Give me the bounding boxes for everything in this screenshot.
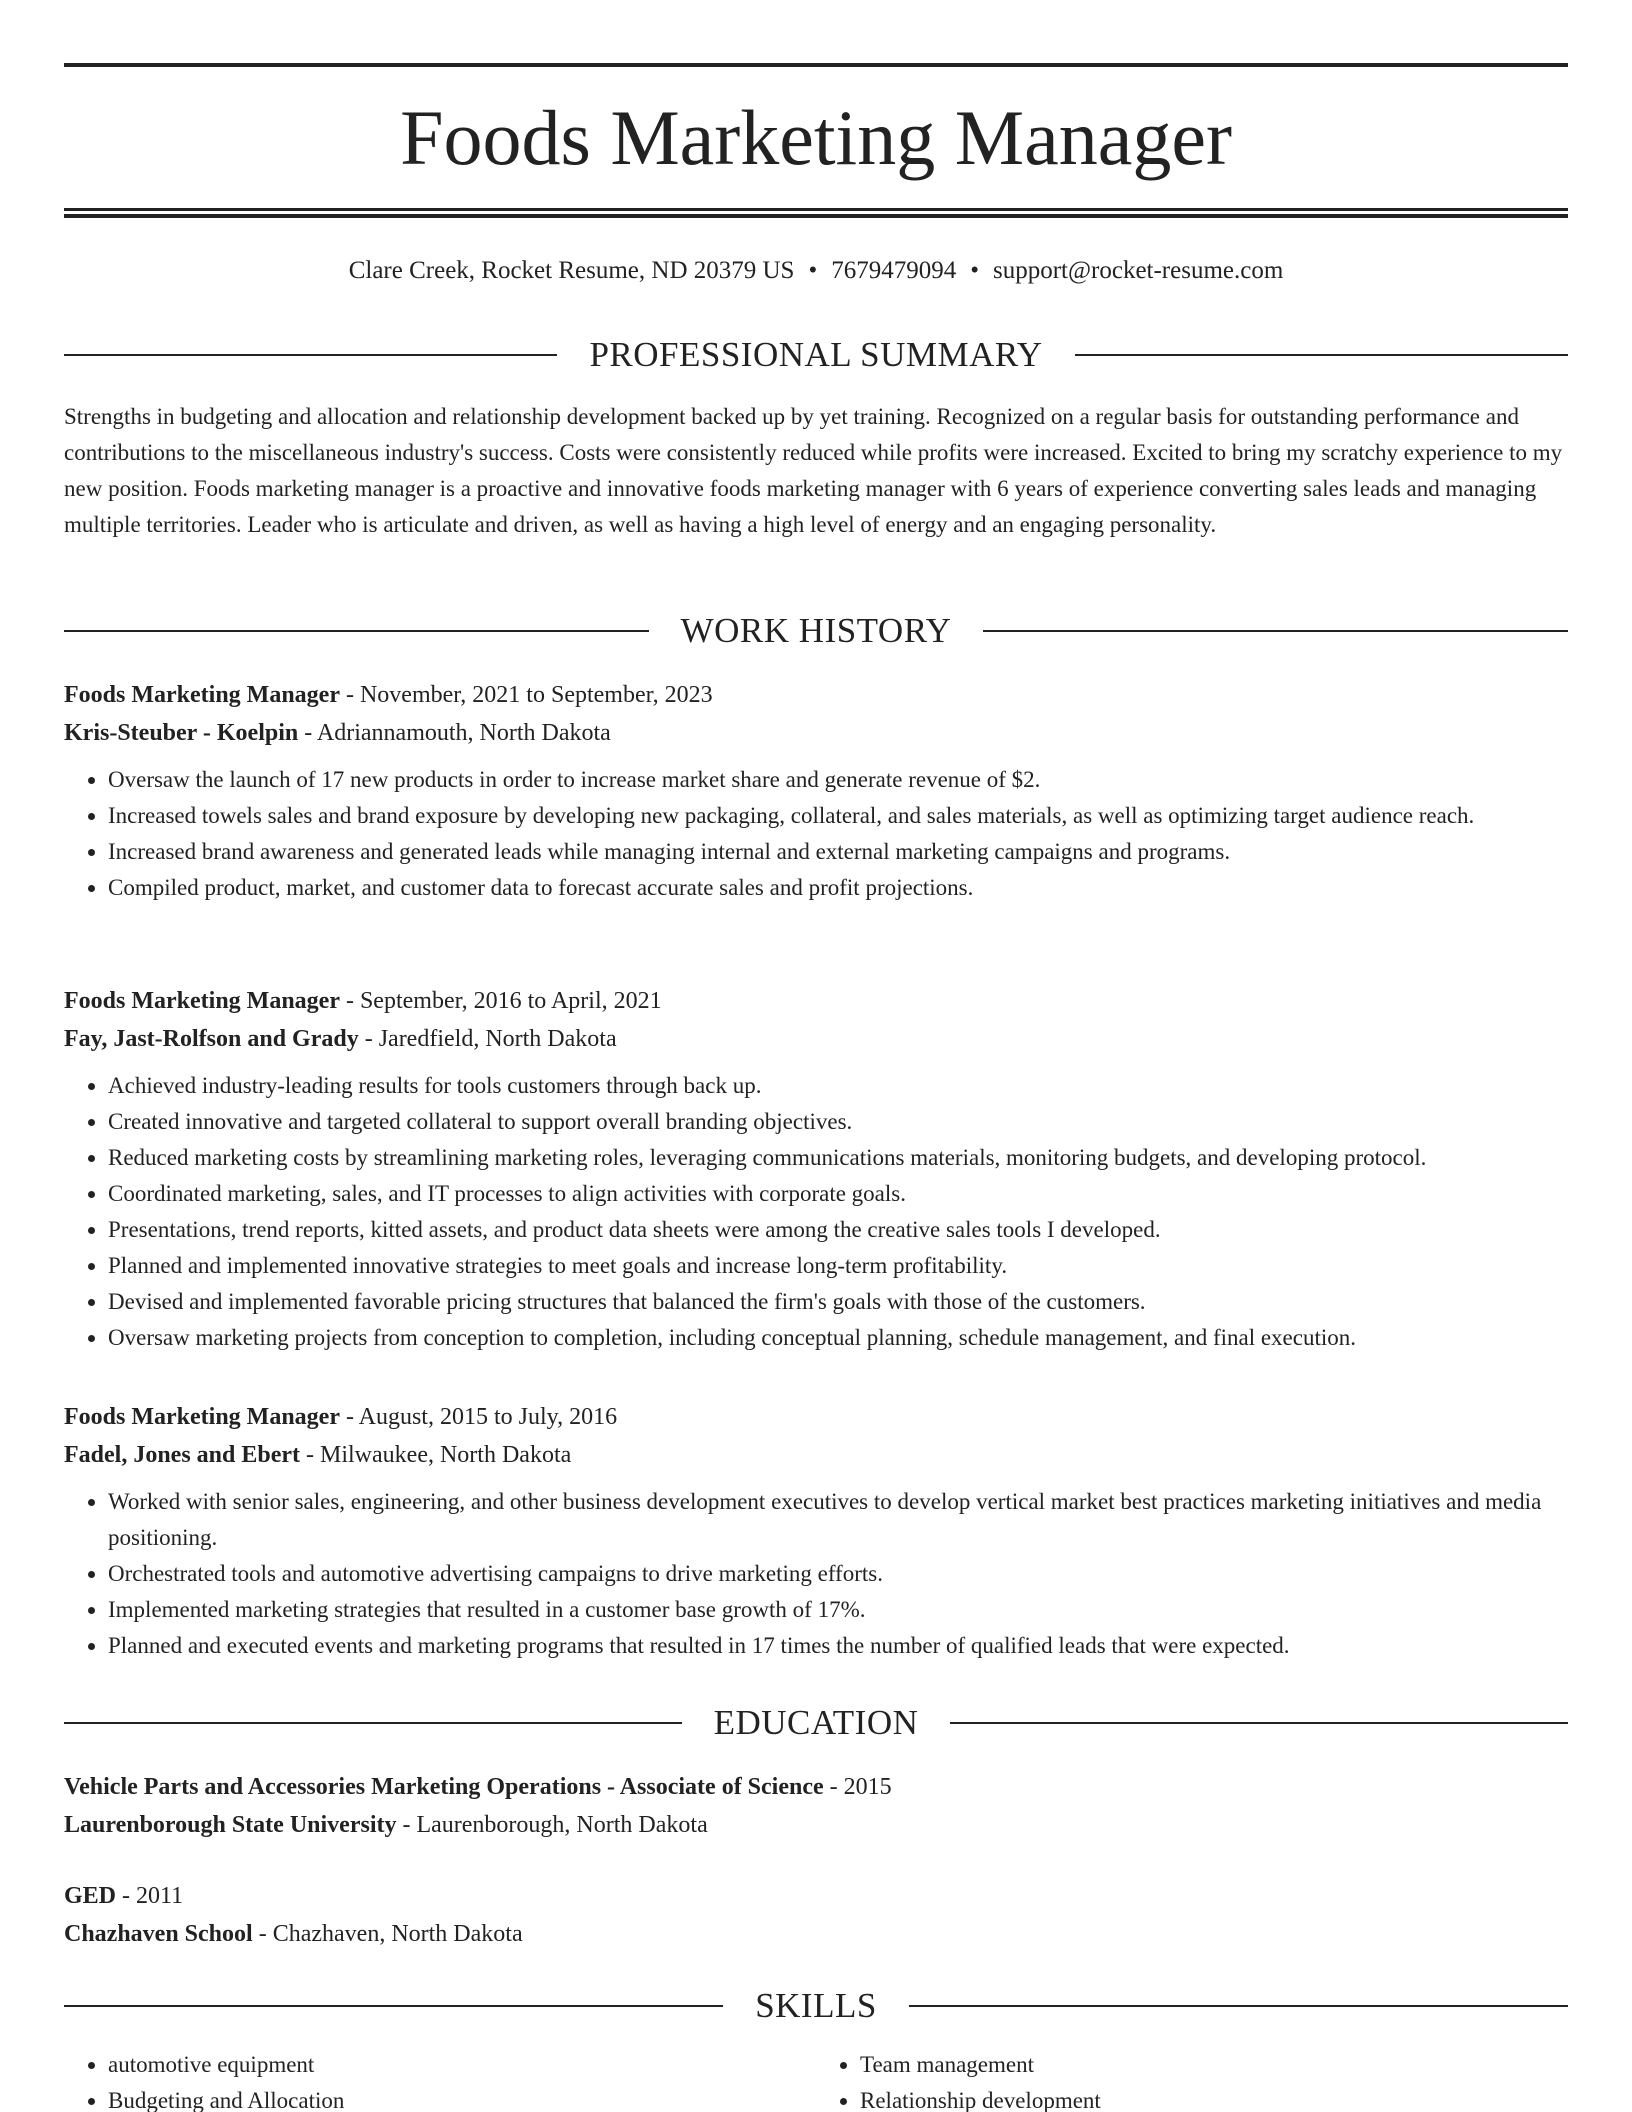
contact-line bbox=[64, 254, 1568, 288]
job-company-line bbox=[64, 1436, 1568, 1474]
education-year: - 2011 bbox=[116, 1883, 184, 1909]
education-degree: GED bbox=[64, 1883, 117, 1909]
job-location: - Jaredfield, North Dakota bbox=[358, 1026, 617, 1052]
skills-list bbox=[64, 2047, 1568, 2112]
job-bullets bbox=[64, 1484, 1568, 1664]
skill-item: • Team management bbox=[860, 2047, 1568, 2083]
education-school-line bbox=[64, 1915, 1568, 1953]
job-bullet: • Compiled product, market, and customer data to forecast accurate sales and profit projections. bbox=[108, 870, 1568, 906]
job-bullet: • Created innovative and targeted collateral to support overall branding objectives. bbox=[108, 1104, 1568, 1140]
job-bullet: • Devised and implemented favorable pricing structures that balanced the firm's goals with those of the customers. bbox=[108, 1284, 1568, 1320]
education-school-line bbox=[64, 1806, 1568, 1844]
section-heading-label: SKILLS bbox=[755, 1986, 877, 2025]
job-entry bbox=[64, 676, 1568, 906]
education-year: - 2015 bbox=[823, 1774, 892, 1800]
job-title: Foods Marketing Manager bbox=[64, 1404, 340, 1430]
job-bullet: • Reduced marketing costs by streamlining marketing roles, leveraging communications materials, monitoring budgets, and developing protocol. bbox=[108, 1140, 1568, 1176]
top-rule bbox=[64, 63, 1568, 67]
job-title: Foods Marketing Manager bbox=[64, 682, 340, 708]
job-bullet: • Planned and executed events and marketing programs that resulted in 17 times the number of qualified leads that were expected. bbox=[108, 1628, 1568, 1664]
job-bullets bbox=[64, 1068, 1568, 1356]
contact-phone: 7679479094 bbox=[831, 257, 957, 284]
job-entry bbox=[64, 1398, 1568, 1664]
heading-rule bbox=[64, 630, 649, 632]
skill-item: • Budgeting and Allocation bbox=[108, 2083, 816, 2112]
skill-item: • automotive equipment bbox=[108, 2047, 816, 2083]
section-heading-skills bbox=[64, 1984, 1568, 2028]
job-company-line bbox=[64, 714, 1568, 752]
heading-rule bbox=[64, 2005, 723, 2007]
job-bullet: • Coordinated marketing, sales, and IT processes to align activities with corporate goals. bbox=[108, 1176, 1568, 1212]
summary-paragraph: Strengths in budgeting and allocation and relationship development backed up by yet training. Recognized on a regular basis for outstanding performance and contributions to the miscellaneous industry's success. Costs were consistently reduced while profits were increased. Excited to bring my scratchy experience to my new position. Foods marketing manager is a proactive and innovative foods marketing manager with 6 years of experience converting sales leads and managing multiple territories. Leader who is articulate and driven, as well as having a high level of energy and an engaging personality. bbox=[64, 404, 1563, 537]
section-heading-label: EDUCATION bbox=[713, 1703, 919, 1742]
job-bullet: • Presentations, trend reports, kitted assets, and product data sheets were among the creative sales tools I developed. bbox=[108, 1212, 1568, 1248]
job-company: Fadel, Jones and Ebert bbox=[64, 1442, 301, 1468]
section-heading-summary bbox=[64, 333, 1568, 377]
skills-column-right bbox=[816, 2047, 1568, 2112]
job-company-line bbox=[64, 1020, 1568, 1058]
contact-email: support@rocket-resume.com bbox=[993, 257, 1284, 284]
job-bullet: • Planned and implemented innovative strategies to meet goals and increase long-term profitability. bbox=[108, 1248, 1568, 1284]
section-heading-education bbox=[64, 1701, 1568, 1745]
job-bullet: • Orchestrated tools and automotive advertising campaigns to drive marketing efforts. bbox=[108, 1556, 1568, 1592]
section-heading-work bbox=[64, 609, 1568, 653]
job-location: - Adriannamouth, North Dakota bbox=[298, 720, 611, 746]
contact-address: Clare Creek, Rocket Resume, ND 20379 US bbox=[348, 257, 795, 284]
education-location: - Chazhaven, North Dakota bbox=[252, 1921, 523, 1947]
education-location: - Laurenborough, North Dakota bbox=[396, 1812, 708, 1838]
heading-rule bbox=[64, 1722, 682, 1724]
heading-rule bbox=[1075, 354, 1568, 356]
skills-column-left bbox=[64, 2047, 816, 2112]
job-dates: - November, 2021 to September, 2023 bbox=[339, 682, 713, 708]
job-bullet: • Increased towels sales and brand exposure by developing new packaging, collateral, and sales materials, as well as optimizing target audience reach. bbox=[108, 798, 1568, 834]
job-bullet: • Oversaw the launch of 17 new products in order to increase market share and generate revenue of $2. bbox=[108, 762, 1568, 798]
job-bullet: • Oversaw marketing projects from conception to completion, including conceptual planning, schedule management, and final execution. bbox=[108, 1320, 1568, 1356]
section-heading-label: WORK HISTORY bbox=[680, 611, 952, 650]
education-school: Chazhaven School bbox=[64, 1921, 253, 1947]
job-entry bbox=[64, 982, 1568, 1356]
contact-separator: • bbox=[808, 257, 818, 284]
education-degree-line bbox=[64, 1768, 1568, 1806]
job-bullet: • Worked with senior sales, engineering, and other business development executives to develop vertical market best practices marketing initiatives and media positioning. bbox=[108, 1484, 1568, 1556]
job-title-line bbox=[64, 676, 1568, 714]
contact-separator: • bbox=[970, 257, 979, 284]
job-title-line bbox=[64, 1398, 1568, 1436]
job-title: Foods Marketing Manager bbox=[64, 988, 340, 1014]
job-bullet: • Increased brand awareness and generated leads while managing internal and external marketing campaigns and programs. bbox=[108, 834, 1568, 870]
heading-rule bbox=[909, 2005, 1568, 2007]
resume-title: Foods Marketing Manager bbox=[400, 94, 1232, 181]
heading-rule bbox=[983, 630, 1568, 632]
education-degree-line bbox=[64, 1877, 1568, 1915]
job-location: - Milwaukee, North Dakota bbox=[300, 1442, 572, 1468]
education-school: Laurenborough State University bbox=[64, 1812, 397, 1838]
education-entry bbox=[64, 1768, 1568, 1844]
title-double-rule bbox=[64, 208, 1568, 218]
heading-rule bbox=[950, 1722, 1568, 1724]
job-dates: - September, 2016 to April, 2021 bbox=[339, 988, 662, 1014]
job-bullet: • Achieved industry-leading results for tools customers through back up. bbox=[108, 1068, 1568, 1104]
job-company: Fay, Jast-Rolfson and Grady bbox=[64, 1026, 359, 1052]
heading-rule bbox=[64, 354, 557, 356]
education-degree: Vehicle Parts and Accessories Marketing Operations - Associate of Science bbox=[64, 1774, 824, 1800]
section-heading-label: PROFESSIONAL SUMMARY bbox=[589, 335, 1043, 374]
education-entry bbox=[64, 1877, 1568, 1953]
job-dates: - August, 2015 to July, 2016 bbox=[339, 1404, 618, 1430]
job-company: Kris-Steuber - Koelpin bbox=[64, 720, 299, 746]
job-bullets bbox=[64, 762, 1568, 906]
skill-item: • Relationship development bbox=[860, 2083, 1568, 2112]
job-title-line bbox=[64, 982, 1568, 1020]
job-bullet: • Implemented marketing strategies that resulted in a customer base growth of 17%. bbox=[108, 1592, 1568, 1628]
